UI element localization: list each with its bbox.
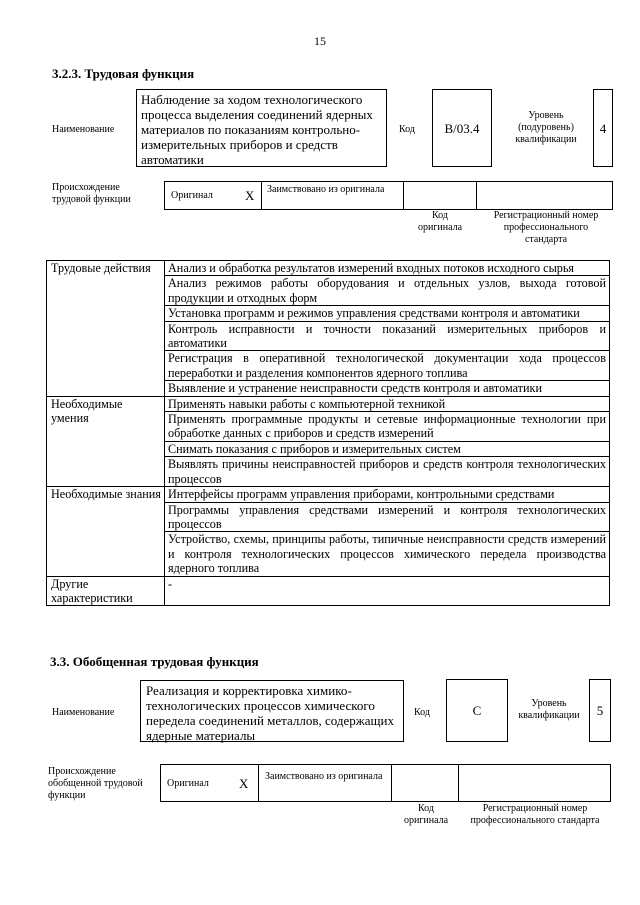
knowledge-item: Устройство, схемы, принципы работы, типичные неисправности средств измерений и контроля технологических процессов химического передела производства ядерного топлива <box>165 532 610 576</box>
borrowed-label-2: Заимствовано из оригинала <box>265 771 383 782</box>
level-box-2 <box>589 679 611 742</box>
original-mark: X <box>245 188 255 203</box>
name-label: Наименование <box>52 124 115 135</box>
level-label: Уровень (подуровень) квалификации <box>515 110 577 145</box>
original-mark-2: X <box>239 776 249 791</box>
borrowed-label: Заимствовано из оригинала <box>267 184 385 195</box>
knowledge-item: Интерфейсы программ управления приборами, контрольными средствами <box>165 487 610 502</box>
code-value-2: C <box>472 703 482 718</box>
code-value: B/03.4 <box>444 120 480 136</box>
level-label-2: Уровень квалификации <box>518 698 580 721</box>
code-label: Код <box>399 124 415 135</box>
labor-action-item: Анализ и обработка результатов измерений входных потоков исходного сырья <box>165 261 610 276</box>
reg-number-label-2: Регистрационный номер профессионального стандарта <box>470 803 600 826</box>
knowledge-label: Необходимые знания <box>47 487 165 576</box>
knowledge-item: Программы управления средствами измерений и контроля технологических процессов <box>165 502 610 532</box>
generalized-name: Реализация и корректировка химико-технологических процессов химического передела соединений металлов, содержащих ядерные материалы <box>146 683 394 743</box>
other-label: Другие характеристики <box>47 576 165 606</box>
function-table <box>46 260 610 606</box>
labor-action-item: Анализ режимов работы оборудования и отдельных узлов, выхода готовой продукции и отходных форм <box>165 276 610 306</box>
reg-number-label: Регистрационный номер профессионального стандарта <box>493 210 599 245</box>
original-label-2: Оригинал <box>167 778 209 789</box>
generalized-name-box <box>140 680 404 742</box>
code-box-2 <box>446 679 508 742</box>
original-label: Оригинал <box>171 190 213 201</box>
code-box <box>432 89 492 167</box>
labor-action-item: Регистрация в оперативной технологической документации хода процессов переработки и разделения компонентов ядерного топлива <box>165 351 610 381</box>
origin-label: Происхождение трудовой функции <box>52 182 131 205</box>
labor-action-item: Выявление и устранение неисправности средств контроля и автоматики <box>165 381 610 396</box>
skill-item: Применять навыки работы с компьютерной техникой <box>165 396 610 411</box>
other-value: - <box>165 576 610 606</box>
labor-actions-label: Трудовые действия <box>47 261 165 397</box>
section-heading: 3.2.3. Трудовая функция <box>52 66 195 81</box>
skills-label: Необходимые умения <box>47 396 165 486</box>
level-value: 4 <box>599 120 607 136</box>
code-original-label-2: Код оригинала <box>403 803 449 826</box>
function-name: Наблюдение за ходом технологического процесса выделения соединений ядерных материалов по показаниям контрольно-измерительных приборов и средств автоматики <box>141 92 373 167</box>
skill-item: Выявлять причины неисправностей приборов и средств контроля технологических процессов <box>165 457 610 487</box>
level-value-2: 5 <box>596 703 604 718</box>
origin-row <box>164 181 613 210</box>
name-label-2: Наименование <box>52 707 115 718</box>
level-box <box>593 89 613 167</box>
code-label-2: Код <box>414 707 430 718</box>
skill-item: Снимать показания с приборов и измерительных систем <box>165 441 610 456</box>
origin-label-2: Происхождение обобщенной трудовой функции <box>48 766 143 801</box>
section-heading-2: 3.3. Обобщенная трудовая функция <box>50 654 259 669</box>
labor-action-item: Контроль исправности и точности показаний измерительных приборов и автоматики <box>165 321 610 351</box>
skill-item: Применять программные продукты и сетевые информационные технологии при обработке данных с приборов и средств измерений <box>165 412 610 442</box>
code-original-label: Код оригинала <box>417 210 463 233</box>
origin-row-2 <box>160 764 611 802</box>
labor-action-item: Установка программ и режимов управления средствами контроля и автоматики <box>165 306 610 321</box>
function-name-box <box>136 89 387 167</box>
page-number: 15 <box>314 34 326 48</box>
